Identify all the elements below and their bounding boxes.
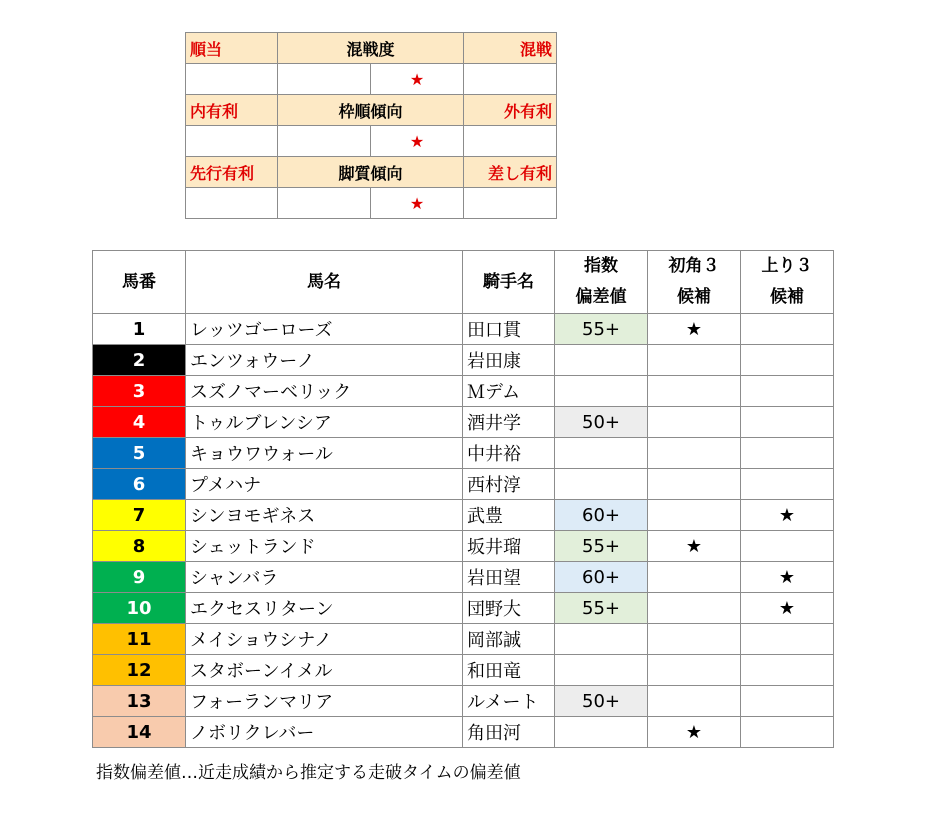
jockey-name: Ｍデム: [463, 376, 555, 407]
index-value: 55+: [555, 314, 648, 345]
horse-number: 8: [93, 531, 186, 562]
tendency-scale-cell: [464, 188, 557, 219]
index-value: [555, 469, 648, 500]
table-row: [93, 593, 834, 624]
jockey-name: 中井裕: [463, 438, 555, 469]
first-corner-star-icon: [648, 345, 741, 376]
horse-table: [92, 250, 834, 748]
jockey-name: ルメート: [463, 686, 555, 717]
first-corner-star-icon: [648, 655, 741, 686]
tendency-label-right: 混戦: [464, 33, 557, 64]
header-name: 馬名: [186, 251, 463, 314]
first-corner-star-icon: ★: [648, 314, 741, 345]
index-value: [555, 624, 648, 655]
last3f-star-icon: [741, 686, 834, 717]
tendency-scale-row: [186, 188, 557, 219]
horse-name: キョウワウォール: [186, 438, 463, 469]
horse-name: シェットランド: [186, 531, 463, 562]
tendency-label-left: 内有利: [186, 95, 278, 126]
last3f-star-icon: [741, 438, 834, 469]
tendency-scale-cell: [186, 64, 278, 95]
last3f-star-icon: [741, 314, 834, 345]
last3f-star-icon: ★: [741, 500, 834, 531]
horse-name: プメハナ: [186, 469, 463, 500]
table-row: [93, 655, 834, 686]
index-value: 50+: [555, 407, 648, 438]
last3f-star-icon: [741, 345, 834, 376]
table-row: [93, 500, 834, 531]
tendency-scale-row: [186, 126, 557, 157]
horse-name: エクセスリターン: [186, 593, 463, 624]
star-icon: ★: [371, 126, 464, 157]
horse-number: 1: [93, 314, 186, 345]
table-row: [93, 469, 834, 500]
table-row: [93, 562, 834, 593]
horse-number: 10: [93, 593, 186, 624]
horse-name: フォーランマリア: [186, 686, 463, 717]
index-value: 50+: [555, 686, 648, 717]
jockey-name: 和田竜: [463, 655, 555, 686]
jockey-name: 西村淳: [463, 469, 555, 500]
header-last3f-line1: 上り３: [741, 251, 834, 283]
jockey-name: 岩田望: [463, 562, 555, 593]
tendency-label-left: 先行有利: [186, 157, 278, 188]
table-row: [93, 717, 834, 748]
last3f-star-icon: ★: [741, 562, 834, 593]
tendency-table: [185, 32, 557, 219]
index-value: 55+: [555, 531, 648, 562]
tendency-label-center: 脚質傾向: [278, 157, 464, 188]
tendency-scale-cell: [278, 188, 371, 219]
header-jockey: 騎手名: [463, 251, 555, 314]
first-corner-star-icon: ★: [648, 531, 741, 562]
jockey-name: 坂井瑠: [463, 531, 555, 562]
index-value: [555, 655, 648, 686]
first-corner-star-icon: [648, 500, 741, 531]
tendency-scale-cell: [278, 126, 371, 157]
last3f-star-icon: [741, 624, 834, 655]
horse-number: 9: [93, 562, 186, 593]
header-first-corner-line1: 初角３: [648, 251, 741, 283]
horse-number: 4: [93, 407, 186, 438]
index-value: 60+: [555, 562, 648, 593]
header-number: 馬番: [93, 251, 186, 314]
tendency-label-center: 混戦度: [278, 33, 464, 64]
index-value: [555, 345, 648, 376]
horse-name: エンツォウーノ: [186, 345, 463, 376]
horse-name: スタボーンイメル: [186, 655, 463, 686]
horse-table-header-row: [93, 251, 834, 283]
first-corner-star-icon: [648, 438, 741, 469]
header-index-line2: 偏差値: [555, 282, 648, 314]
last3f-star-icon: [741, 655, 834, 686]
horse-name: シンヨモギネス: [186, 500, 463, 531]
index-value: 55+: [555, 593, 648, 624]
tendency-scale-cell: [278, 64, 371, 95]
last3f-star-icon: [741, 376, 834, 407]
footnote: 指数偏差値…近走成績から推定する走破タイムの偏差値: [96, 763, 521, 783]
horse-number: 6: [93, 469, 186, 500]
tendency-label-right: 外有利: [464, 95, 557, 126]
horse-name: ノボリクレバー: [186, 717, 463, 748]
table-row: [93, 624, 834, 655]
first-corner-star-icon: ★: [648, 717, 741, 748]
horse-number: 5: [93, 438, 186, 469]
horse-number: 14: [93, 717, 186, 748]
index-value: 60+: [555, 500, 648, 531]
horse-name: スズノマーベリック: [186, 376, 463, 407]
jockey-name: 団野大: [463, 593, 555, 624]
horse-name: シャンバラ: [186, 562, 463, 593]
table-row: [93, 438, 834, 469]
star-icon: ★: [371, 64, 464, 95]
tendency-label-center: 枠順傾向: [278, 95, 464, 126]
first-corner-star-icon: [648, 469, 741, 500]
index-value: [555, 438, 648, 469]
horse-number: 12: [93, 655, 186, 686]
last3f-star-icon: [741, 717, 834, 748]
tendency-header-row: [186, 33, 557, 64]
jockey-name: 田口貫: [463, 314, 555, 345]
tendency-scale-row: [186, 64, 557, 95]
first-corner-star-icon: [648, 686, 741, 717]
tendency-scale-cell: [464, 126, 557, 157]
jockey-name: 角田河: [463, 717, 555, 748]
horse-name: メイショウシナノ: [186, 624, 463, 655]
table-row: [93, 407, 834, 438]
tendency-label-left: 順当: [186, 33, 278, 64]
last3f-star-icon: ★: [741, 593, 834, 624]
tendency-scale-cell: [464, 64, 557, 95]
jockey-name: 岩田康: [463, 345, 555, 376]
horse-number: 7: [93, 500, 186, 531]
first-corner-star-icon: [648, 562, 741, 593]
jockey-name: 武豊: [463, 500, 555, 531]
horse-number: 13: [93, 686, 186, 717]
table-row: [93, 531, 834, 562]
header-last3f-line2: 候補: [741, 282, 834, 314]
table-row: [93, 345, 834, 376]
table-row: [93, 376, 834, 407]
header-index-line1: 指数: [555, 251, 648, 283]
table-row: [93, 686, 834, 717]
horse-number: 2: [93, 345, 186, 376]
horse-name: レッツゴーローズ: [186, 314, 463, 345]
first-corner-star-icon: [648, 593, 741, 624]
first-corner-star-icon: [648, 376, 741, 407]
tendency-label-right: 差し有利: [464, 157, 557, 188]
tendency-header-row: [186, 95, 557, 126]
tendency-scale-cell: [186, 188, 278, 219]
star-icon: ★: [371, 188, 464, 219]
horse-number: 11: [93, 624, 186, 655]
last3f-star-icon: [741, 531, 834, 562]
tendency-scale-cell: [186, 126, 278, 157]
jockey-name: 酒井学: [463, 407, 555, 438]
horse-number: 3: [93, 376, 186, 407]
table-row: [93, 314, 834, 345]
horse-name: トゥルブレンシア: [186, 407, 463, 438]
first-corner-star-icon: [648, 624, 741, 655]
header-first-corner-line2: 候補: [648, 282, 741, 314]
tendency-header-row: [186, 157, 557, 188]
jockey-name: 岡部誠: [463, 624, 555, 655]
last3f-star-icon: [741, 469, 834, 500]
index-value: [555, 717, 648, 748]
index-value: [555, 376, 648, 407]
first-corner-star-icon: [648, 407, 741, 438]
last3f-star-icon: [741, 407, 834, 438]
